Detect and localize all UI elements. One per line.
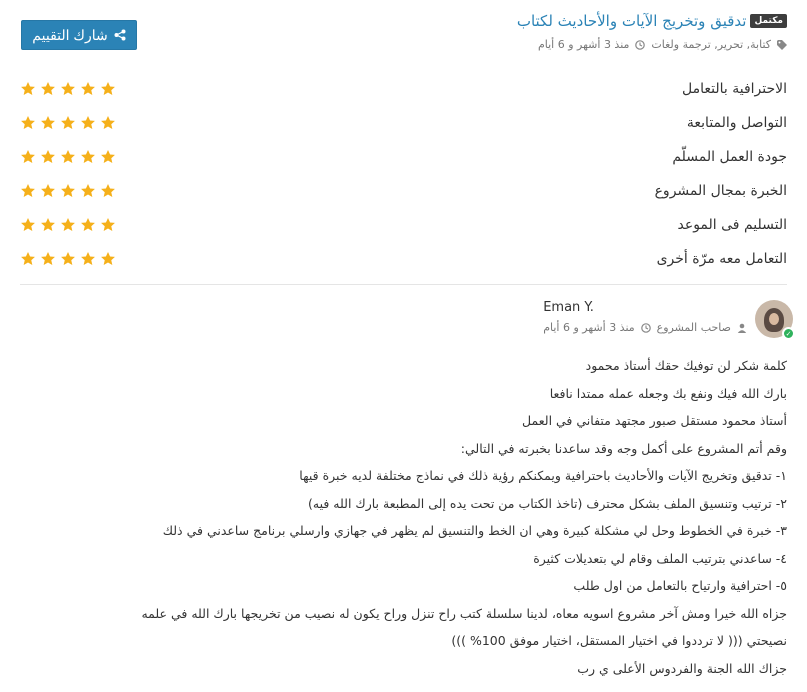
review-line: كلمة شكر لن توفيك حقك أستاذ محمود <box>585 358 787 373</box>
clock-icon <box>641 323 651 333</box>
rating-row <box>20 208 787 242</box>
star-rating <box>20 251 116 267</box>
star-icon <box>20 149 36 165</box>
rating-row <box>20 106 787 140</box>
star-rating <box>20 183 116 199</box>
rating-label: التواصل والمتابعة <box>686 115 787 131</box>
star-icon <box>20 183 36 199</box>
star-icon <box>80 217 96 233</box>
star-icon <box>40 217 56 233</box>
star-icon <box>40 81 56 97</box>
share-icon <box>114 29 126 41</box>
star-icon <box>40 115 56 131</box>
star-icon <box>20 81 36 97</box>
star-icon <box>80 149 96 165</box>
project-tags: كتابة, تحرير, ترجمة ولغات <box>651 38 771 51</box>
rating-row <box>20 72 787 106</box>
star-icon <box>20 217 36 233</box>
star-icon <box>80 81 96 97</box>
rating-label: التسليم فى الموعد <box>677 217 787 233</box>
rating-row <box>20 140 787 174</box>
star-rating <box>20 115 116 131</box>
clock-icon <box>635 40 645 50</box>
rating-label: الخبرة بمجال المشروع <box>654 183 787 199</box>
star-icon <box>60 251 76 267</box>
share-review-button[interactable] <box>21 20 137 50</box>
star-icon <box>20 251 36 267</box>
rating-label: جودة العمل المسلّم <box>672 149 787 165</box>
reviewer-meta <box>543 321 747 334</box>
review-line: ١- تدقيق وتخريج الآيات والأحاديث باحترافية ويمكنكم رؤية ذلك في نماذج مختلفة لديه خبرة قيها <box>299 468 787 483</box>
project-header <box>287 12 787 51</box>
review-line: وقم أتم المشروع على أكمل وجه وقد ساعدنا بخبرته في التالي: <box>460 440 787 456</box>
star-icon <box>60 183 76 199</box>
star-rating <box>20 217 116 233</box>
avatar[interactable] <box>755 300 793 338</box>
star-icon <box>100 115 116 131</box>
star-icon <box>80 115 96 131</box>
user-icon <box>737 323 747 333</box>
review-line: جزاك الله الجنة والفردوس الأعلى ي رب <box>577 660 787 676</box>
review-text <box>20 352 787 682</box>
star-icon <box>100 81 116 97</box>
status-badge: مكتمل <box>750 14 787 28</box>
reviewer-block <box>543 300 793 338</box>
project-meta <box>287 38 787 51</box>
star-icon <box>20 115 36 131</box>
review-line: أستاذ محمود مستقل صبور مجتهد متفاني في العمل <box>522 413 787 428</box>
divider <box>20 284 787 285</box>
star-icon <box>40 149 56 165</box>
project-title-link[interactable]: تدقيق وتخريج الآيات والأحاديث لكتاب <box>516 12 747 30</box>
star-icon <box>60 217 76 233</box>
review-time: منذ 3 أشهر و 6 أيام <box>543 321 635 334</box>
review-line: ٣- خبرة في الخطوط وحل لي مشكلة كبيرة وهي ان الخط والتنسيق لم يظهر في جهازي وارسلي برنامج ساعدني في ذلك <box>162 523 787 538</box>
star-icon <box>60 115 76 131</box>
star-icon <box>100 183 116 199</box>
review-line: جزاه الله خيرا ومش آخر مشروع اسويه معاه، لدينا سلسلة كتب راح تنزل وراح يكون له نصيب من تخريجها بارك الله في علمه <box>141 605 787 621</box>
star-icon <box>40 251 56 267</box>
star-icon <box>100 251 116 267</box>
star-icon <box>60 81 76 97</box>
rating-label: التعامل معه مرّة أخرى <box>656 251 787 267</box>
review-line: ٥- احترافية وارتياح بالتعامل من اول طلب <box>573 578 787 593</box>
ratings-list <box>20 72 787 276</box>
star-icon <box>100 149 116 165</box>
review-line: ٤- ساعدني بترتيب الملف وقام لي بتعديلات كثيرة <box>533 550 787 566</box>
star-icon <box>80 251 96 267</box>
star-icon <box>40 183 56 199</box>
review-line: نصيحتي ((( لا ترددوا في اختيار المستقل، اختيار موفق 100% ))) <box>451 633 787 648</box>
verified-icon: ✓ <box>782 327 795 340</box>
star-rating <box>20 149 116 165</box>
star-icon <box>60 149 76 165</box>
reviewer-role: صاحب المشروع <box>656 321 731 334</box>
rating-label: الاحترافية بالتعامل <box>681 81 787 97</box>
star-icon <box>100 217 116 233</box>
share-button-label: شارك التقييم <box>32 26 108 43</box>
project-time: منذ 3 أشهر و 6 أيام <box>537 38 630 51</box>
review-line: ٢- ترتيب وتنسيق الملف بشكل محترف (تاخذ الكتاب من تحت يده إلى المطبعة بارك الله فيه) <box>308 495 787 511</box>
star-icon <box>80 183 96 199</box>
reviewer-name-link[interactable]: Eman Y. <box>543 300 594 315</box>
star-rating <box>20 81 116 97</box>
rating-row <box>20 174 787 208</box>
tag-icon <box>777 40 787 50</box>
rating-row <box>20 242 787 276</box>
review-line: بارك الله فيك ونفع بك وجعله عمله ممتدا نافعا <box>549 385 787 401</box>
